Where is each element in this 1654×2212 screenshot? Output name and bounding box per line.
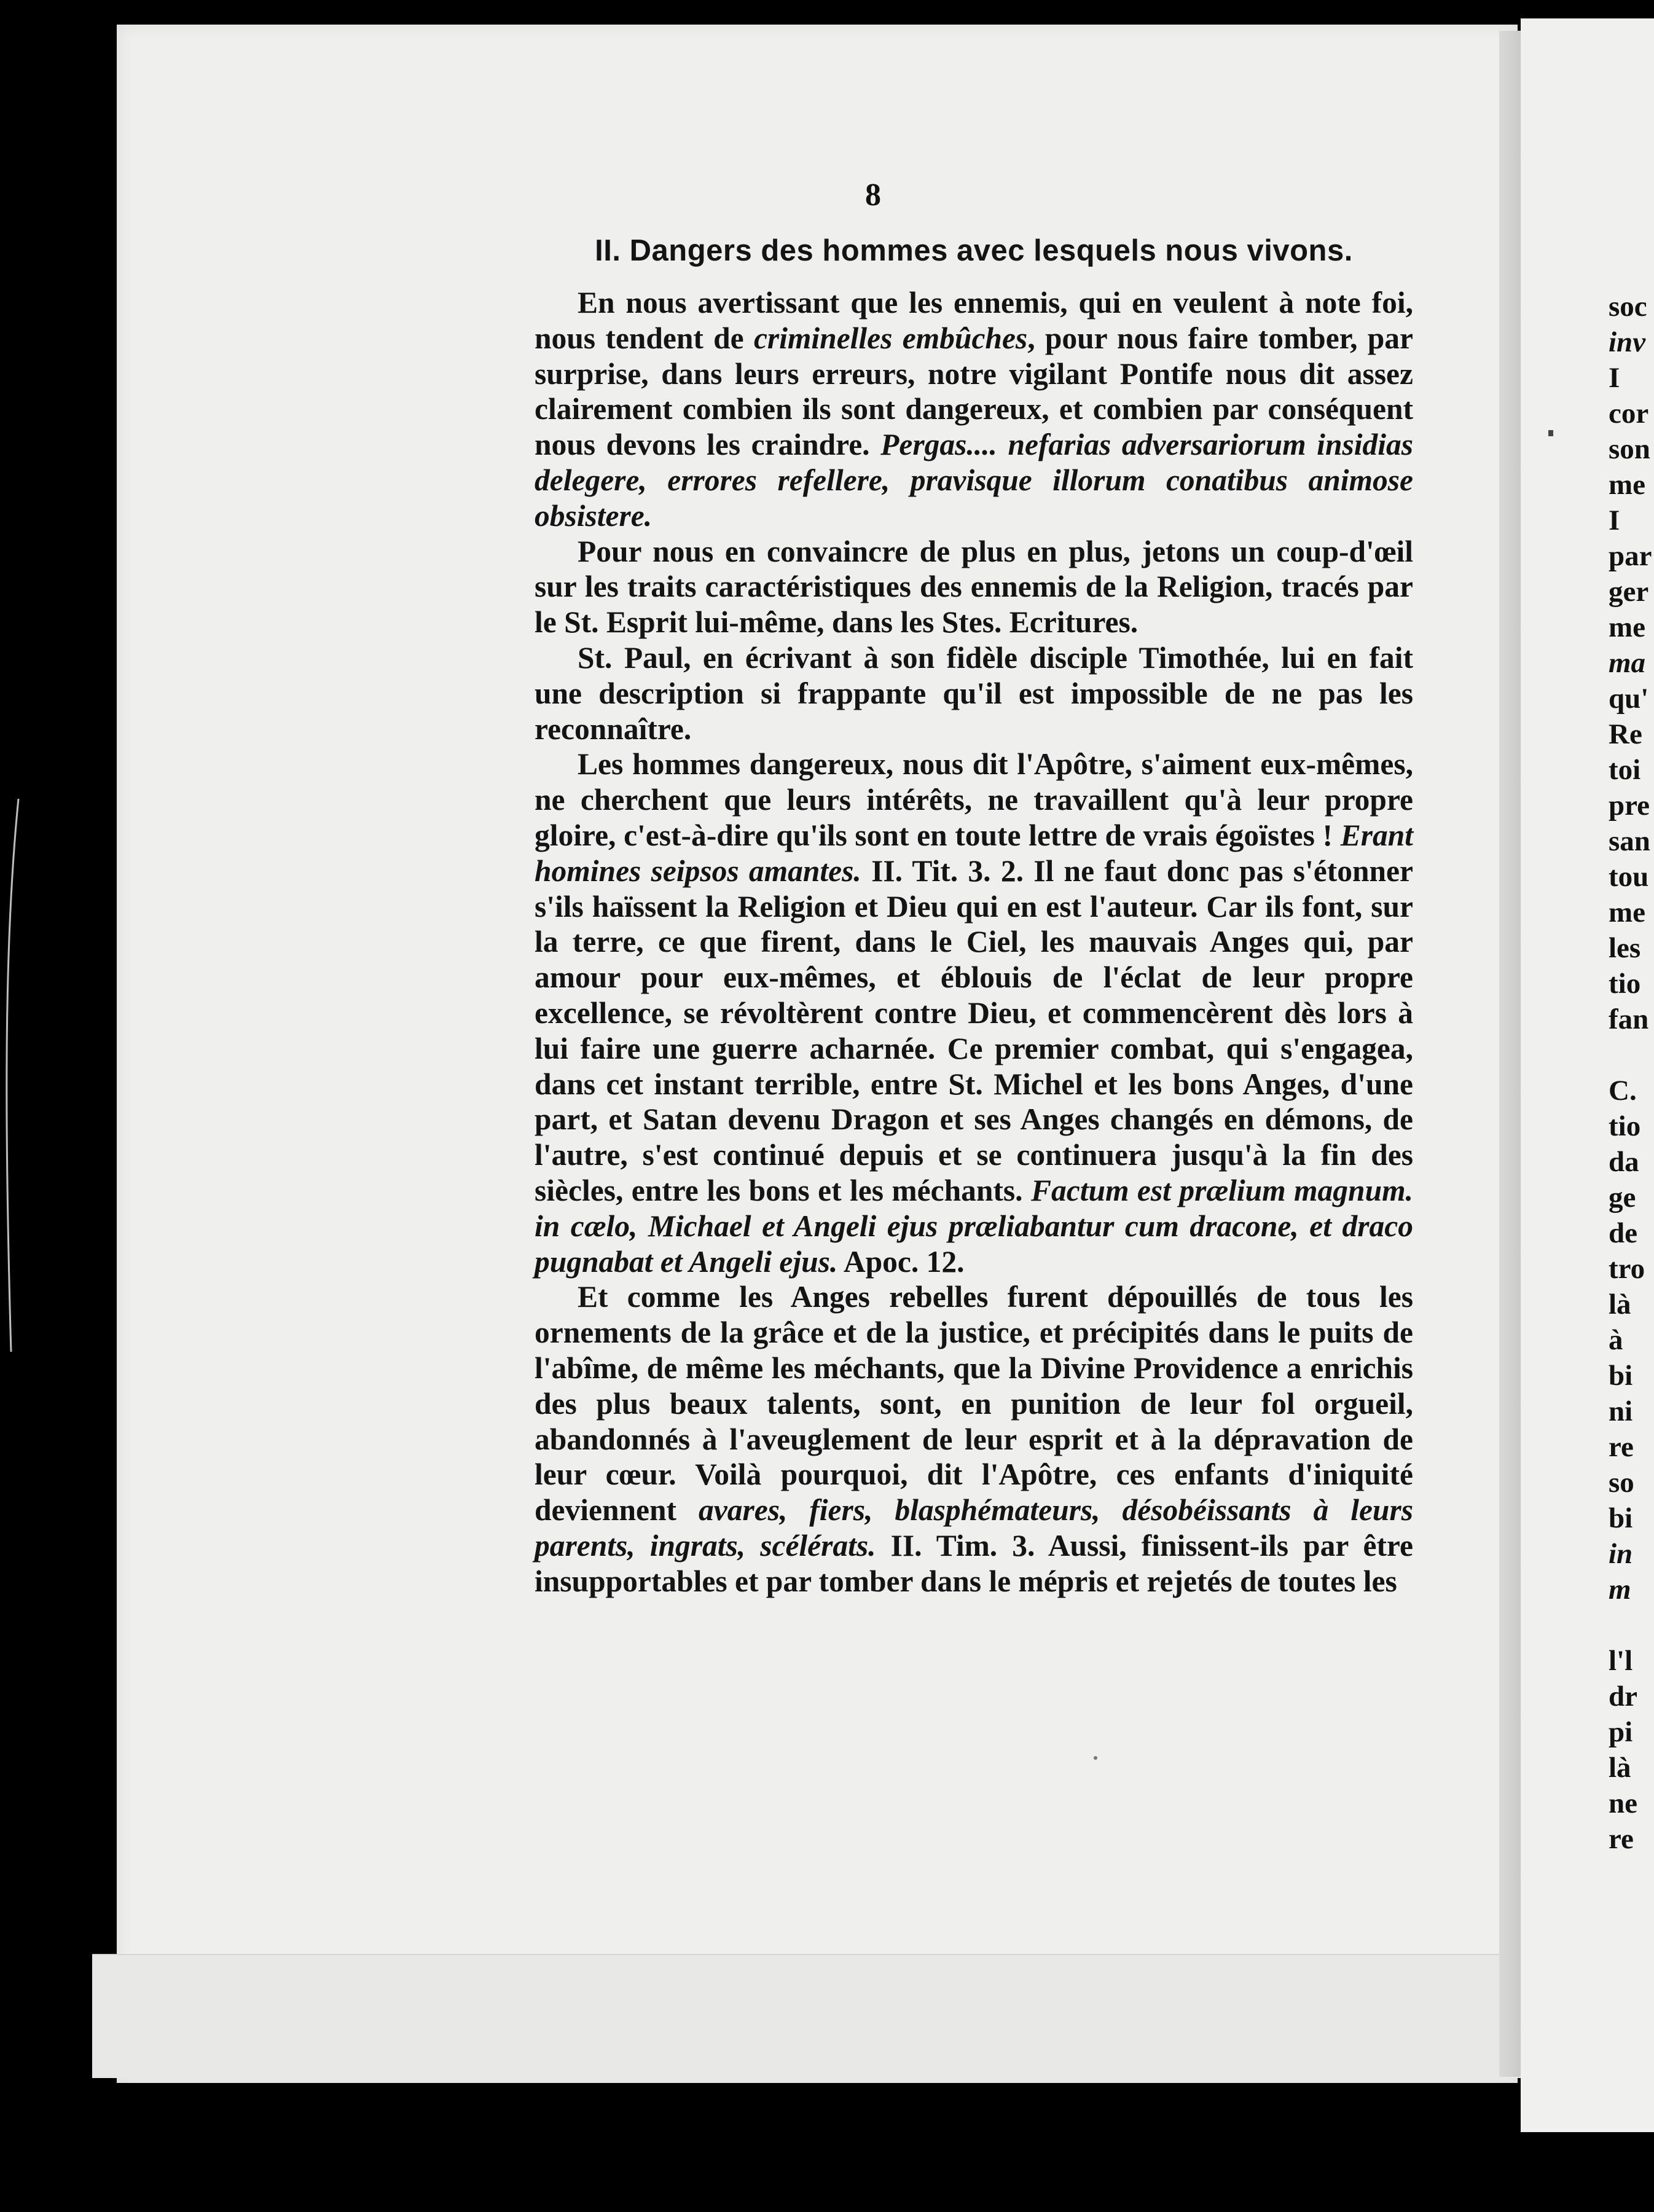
facing-page-line: C. (1609, 1075, 1637, 1107)
text-run: , pour nous faire tomber, par surprise, dans leurs erreurs, notre vigilant Pontife nous dit assez clairement combien ils sont dangereux, et combien par conséquent nous devons les craindre. (535, 321, 1414, 462)
paragraph (535, 1279, 1413, 1599)
latin-quote: avares, fiers, blasphémateurs, désobéissants à leurs parents, ingrats, scélérats. (535, 1493, 1413, 1563)
facing-page-line: l'l (1609, 1645, 1633, 1677)
paragraphs (535, 285, 1413, 1599)
facing-page-line: ma (1609, 647, 1646, 679)
latin-quote: Pergas.... nefarias adversariorum insidias delegere, errores refellere, pravisque illorum conatibus animose obsistere. (535, 428, 1413, 533)
curled-edge-graphic (0, 799, 25, 1352)
facing-page-line: m (1609, 1574, 1631, 1606)
facing-page-line: me (1609, 611, 1646, 643)
facing-page-line: ne (1609, 1787, 1637, 1819)
facing-page-line (1609, 1037, 1654, 1073)
facing-page-line: qu' (1609, 683, 1649, 715)
page-gutter (1499, 31, 1524, 2077)
paragraph (535, 285, 1413, 534)
facing-page-line: soc (1609, 291, 1647, 323)
facing-page-line: san (1609, 825, 1650, 857)
facing-page-line: I (1609, 362, 1620, 394)
facing-page-line: so (1609, 1467, 1634, 1499)
page-fold (92, 1954, 1524, 2078)
facing-page-line: par (1609, 540, 1652, 572)
facing-page-line: bi (1609, 1502, 1633, 1534)
facing-page-line: de (1609, 1217, 1637, 1249)
facing-page-line: cor (1609, 398, 1649, 429)
facing-page-line: pi (1609, 1716, 1633, 1748)
facing-page-line: ni (1609, 1395, 1633, 1427)
latin-quote: criminelles embûches (753, 321, 1028, 355)
facing-page-line: re (1609, 1823, 1634, 1855)
facing-page-line: in (1609, 1538, 1633, 1570)
facing-page-line: re (1609, 1431, 1634, 1463)
facing-page-line: fan (1609, 1003, 1649, 1035)
facing-page-line: bi (1609, 1360, 1633, 1392)
facing-page-line: da (1609, 1146, 1639, 1178)
facing-page-line: me (1609, 469, 1646, 501)
text-run: Et comme les Anges rebelles furent dépouillés de tous les ornements de la grâce et de la justice, et précipités dans le puits de l'abîme, de même les méchants, que la Divine Providence a enrichis des plus beaux talents, sont, en punition de leur fol orgueil, abandonnés à l'aveuglement de leur esprit et à la dépravation de leur cœur. Voilà pourquoi, dit l'Apôtre, ces enfants d'iniquité deviennent (535, 1280, 1413, 1528)
latin-quote: Erant homines seipsos amantes. (535, 818, 1413, 888)
latin-quote: Factum est prælium magnum. in cælo, Michael et Angeli ejus præliabantur cum dracone, et draco pugnabat et Angeli ejus. (535, 1173, 1413, 1279)
facing-page-line: ge (1609, 1182, 1636, 1214)
facing-page-line: toi (1609, 754, 1641, 786)
paragraph (535, 534, 1413, 640)
paper-speck (1094, 1756, 1097, 1760)
text-run: Les hommes dangereux, nous dit l'Apôtre, s'aiment eux-mêmes, ne cherchent que leurs intérêts, ne travaillent qu'à leur propre gloire, c'est-à-dire qu'ils sont en toute lettre de vrais égoïstes ! (535, 747, 1413, 852)
text-run: II. Tit. 3. 2. Il ne faut donc pas s'étonner s'ils haïssent la Religion et Dieu qui en est l'auteur. Car ils font, sur la terre, ce que firent, dans le Ciel, les mauvais Anges qui, par amour pour eux-mêmes, et éblouis de l'éclat de leur propre excellence, se révoltèrent contre Dieu, et commencèrent dès lors à lui faire une guerre acharnée. Ce premier combat, qui s'engagea, dans cet instant terrible, entre St. Michel et les bons Anges, d'une part, et Satan devenu Dragon et ses Anges changés en démons, de l'autre, s'est continué depuis et se continuera jusqu'à la fin des siècles, entre les bons et les méchants. (535, 853, 1413, 1207)
facing-page-line: là (1609, 1288, 1631, 1320)
paragraph (535, 640, 1413, 747)
facing-page-line: tou (1609, 861, 1649, 893)
section-heading: II. Dangers des hommes avec lesquels nous vivons. (595, 234, 1353, 267)
text-run: II. Tim. 3. Aussi, finissent-ils par être insupportables et par tomber dans le mépris et rejetés de toutes les (535, 1528, 1413, 1598)
facing-page-line: dr (1609, 1681, 1637, 1712)
facing-page-line: inv (1609, 326, 1646, 358)
page-body (535, 233, 1413, 1599)
text-run: Pour nous en convaincre de plus en plus, jetons un coup-d'œil sur les traits caractéristiques des ennemis de la Religion, tracés par le St. Esprit lui-même, dans les Stes. Ecritures. (535, 534, 1413, 640)
facing-page-mark (1548, 430, 1553, 436)
facing-page-line: là (1609, 1752, 1631, 1784)
facing-page-line: tro (1609, 1253, 1645, 1285)
facing-page-line: les (1609, 932, 1641, 964)
facing-page-line: pre (1609, 790, 1650, 822)
facing-page-line: à (1609, 1324, 1623, 1356)
text-run: St. Paul, en écrivant à son fidèle disciple Timothée, lui en fait une description si frappante qu'il est impossible de ne pas les reconnaître. (535, 640, 1413, 746)
facing-page-line: tio (1609, 968, 1641, 1000)
facing-page-line: son (1609, 433, 1650, 465)
facing-page-line: I (1609, 504, 1620, 536)
facing-page-line: ger (1609, 576, 1649, 608)
facing-page-text (1609, 289, 1654, 1857)
facing-page-line (1609, 1607, 1654, 1643)
page-number: 8 (865, 178, 881, 213)
left-page-edge (0, 799, 25, 1352)
facing-page-line: Re (1609, 718, 1642, 750)
facing-page-line: tio (1609, 1110, 1641, 1142)
paragraph (535, 747, 1413, 1279)
text-run: En nous avertissant que les ennemis, qui en veulent à note foi, nous tendent de (535, 286, 1413, 355)
text-run: Apoc. 12. (837, 1244, 965, 1279)
facing-page-line: me (1609, 896, 1646, 928)
